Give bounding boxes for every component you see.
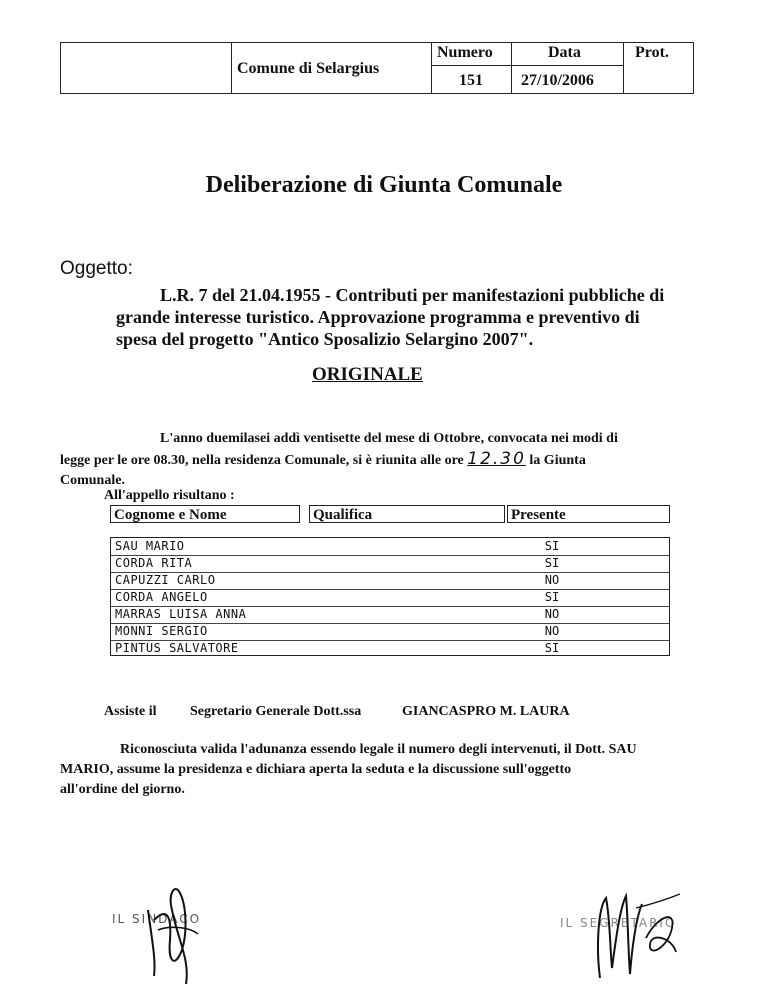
header-data-value: 27/10/2006 bbox=[521, 72, 594, 89]
originale-heading: ORIGINALE bbox=[312, 364, 423, 385]
header-ente: Comune di Selargius bbox=[237, 60, 380, 77]
table-row bbox=[111, 572, 669, 590]
table-row bbox=[111, 538, 669, 556]
intro-line2-a: legge per le ore 08.30, nella residenza Comunale, si è riunita alle ore bbox=[60, 453, 464, 468]
header-divider bbox=[231, 43, 232, 93]
presence-table-header bbox=[110, 505, 670, 523]
row-nome: CORDA ANGELO bbox=[115, 590, 208, 604]
row-presente: SI bbox=[544, 641, 560, 655]
row-nome: CORDA RITA bbox=[115, 556, 193, 570]
stamp-segretario: IL SEGRETARIO bbox=[560, 916, 677, 930]
header-numero-label: Numero bbox=[437, 44, 493, 61]
header-hline bbox=[431, 65, 623, 66]
intro-line bbox=[60, 449, 700, 471]
stamp-sindaco: IL SINDACO bbox=[112, 912, 202, 926]
oggetto-label: Oggetto: bbox=[60, 258, 133, 279]
handwritten-time: 12.30 bbox=[467, 449, 526, 469]
intro-line: L'anno duemilasei addì ventisette del mese di Ottobre, convocata nei modi di bbox=[160, 431, 618, 446]
header-table bbox=[60, 42, 694, 94]
row-nome: MONNI SERGIO bbox=[115, 624, 208, 638]
col-header-nome: Cognome e Nome bbox=[110, 505, 300, 523]
oggetto-line: spesa del progetto "Antico Sposalizio Selargino 2007". bbox=[116, 329, 534, 349]
row-presente: SI bbox=[544, 556, 560, 570]
table-row bbox=[111, 589, 669, 607]
assiste-role: Segretario Generale Dott.ssa bbox=[190, 704, 362, 719]
row-presente: NO bbox=[544, 624, 560, 638]
document-title: Deliberazione di Giunta Comunale bbox=[205, 172, 563, 198]
table-row bbox=[111, 623, 669, 641]
col-header-presente: Presente bbox=[507, 505, 670, 523]
signature-segretario bbox=[576, 878, 686, 988]
table-row bbox=[111, 555, 669, 573]
row-nome: SAU MARIO bbox=[115, 539, 185, 553]
intro-paragraph bbox=[60, 429, 700, 491]
row-presente: SI bbox=[544, 590, 560, 604]
row-nome: PINTUS SALVATORE bbox=[115, 641, 239, 655]
assiste-line bbox=[104, 704, 570, 720]
intro-line2-b: la Giunta bbox=[529, 453, 586, 468]
row-nome: CAPUZZI CARLO bbox=[115, 573, 216, 587]
intro-line: Comunale. bbox=[60, 473, 125, 488]
row-presente: NO bbox=[544, 573, 560, 587]
riconosciuta-line: MARIO, assume la presidenza e dichiara aperta la seduta e la discussione sull'oggetto bbox=[60, 762, 572, 777]
header-divider bbox=[623, 43, 624, 93]
oggetto-text bbox=[116, 284, 686, 350]
assiste-label: Assiste il bbox=[104, 704, 157, 719]
row-nome: MARRAS LUISA ANNA bbox=[115, 607, 247, 621]
header-numero-value: 151 bbox=[459, 72, 483, 89]
header-data-label: Data bbox=[548, 44, 581, 61]
oggetto-line: grande interesse turistico. Approvazione programma e preventivo di bbox=[116, 307, 640, 327]
riconosciuta-line: Riconosciuta valida l'adunanza essendo legale il numero degli intervenuti, il Dott. SAU bbox=[120, 742, 637, 757]
appello-label: All'appello risultano : bbox=[104, 488, 235, 503]
row-presente: SI bbox=[544, 539, 560, 553]
header-divider bbox=[511, 43, 512, 93]
table-row bbox=[111, 640, 669, 657]
table-row bbox=[111, 606, 669, 624]
signature-sindaco bbox=[138, 880, 210, 990]
oggetto-line: L.R. 7 del 21.04.1955 - Contributi per manifestazioni pubbliche di bbox=[160, 285, 665, 305]
header-prot-label: Prot. bbox=[635, 44, 669, 61]
row-presente: NO bbox=[544, 607, 560, 621]
riconosciuta-paragraph bbox=[60, 740, 700, 800]
riconosciuta-line: all'ordine del giorno. bbox=[60, 782, 185, 797]
col-header-qualifica: Qualifica bbox=[309, 505, 505, 523]
presence-table bbox=[110, 537, 670, 656]
assiste-name: GIANCASPRO M. LAURA bbox=[402, 704, 570, 719]
header-divider bbox=[431, 43, 432, 93]
